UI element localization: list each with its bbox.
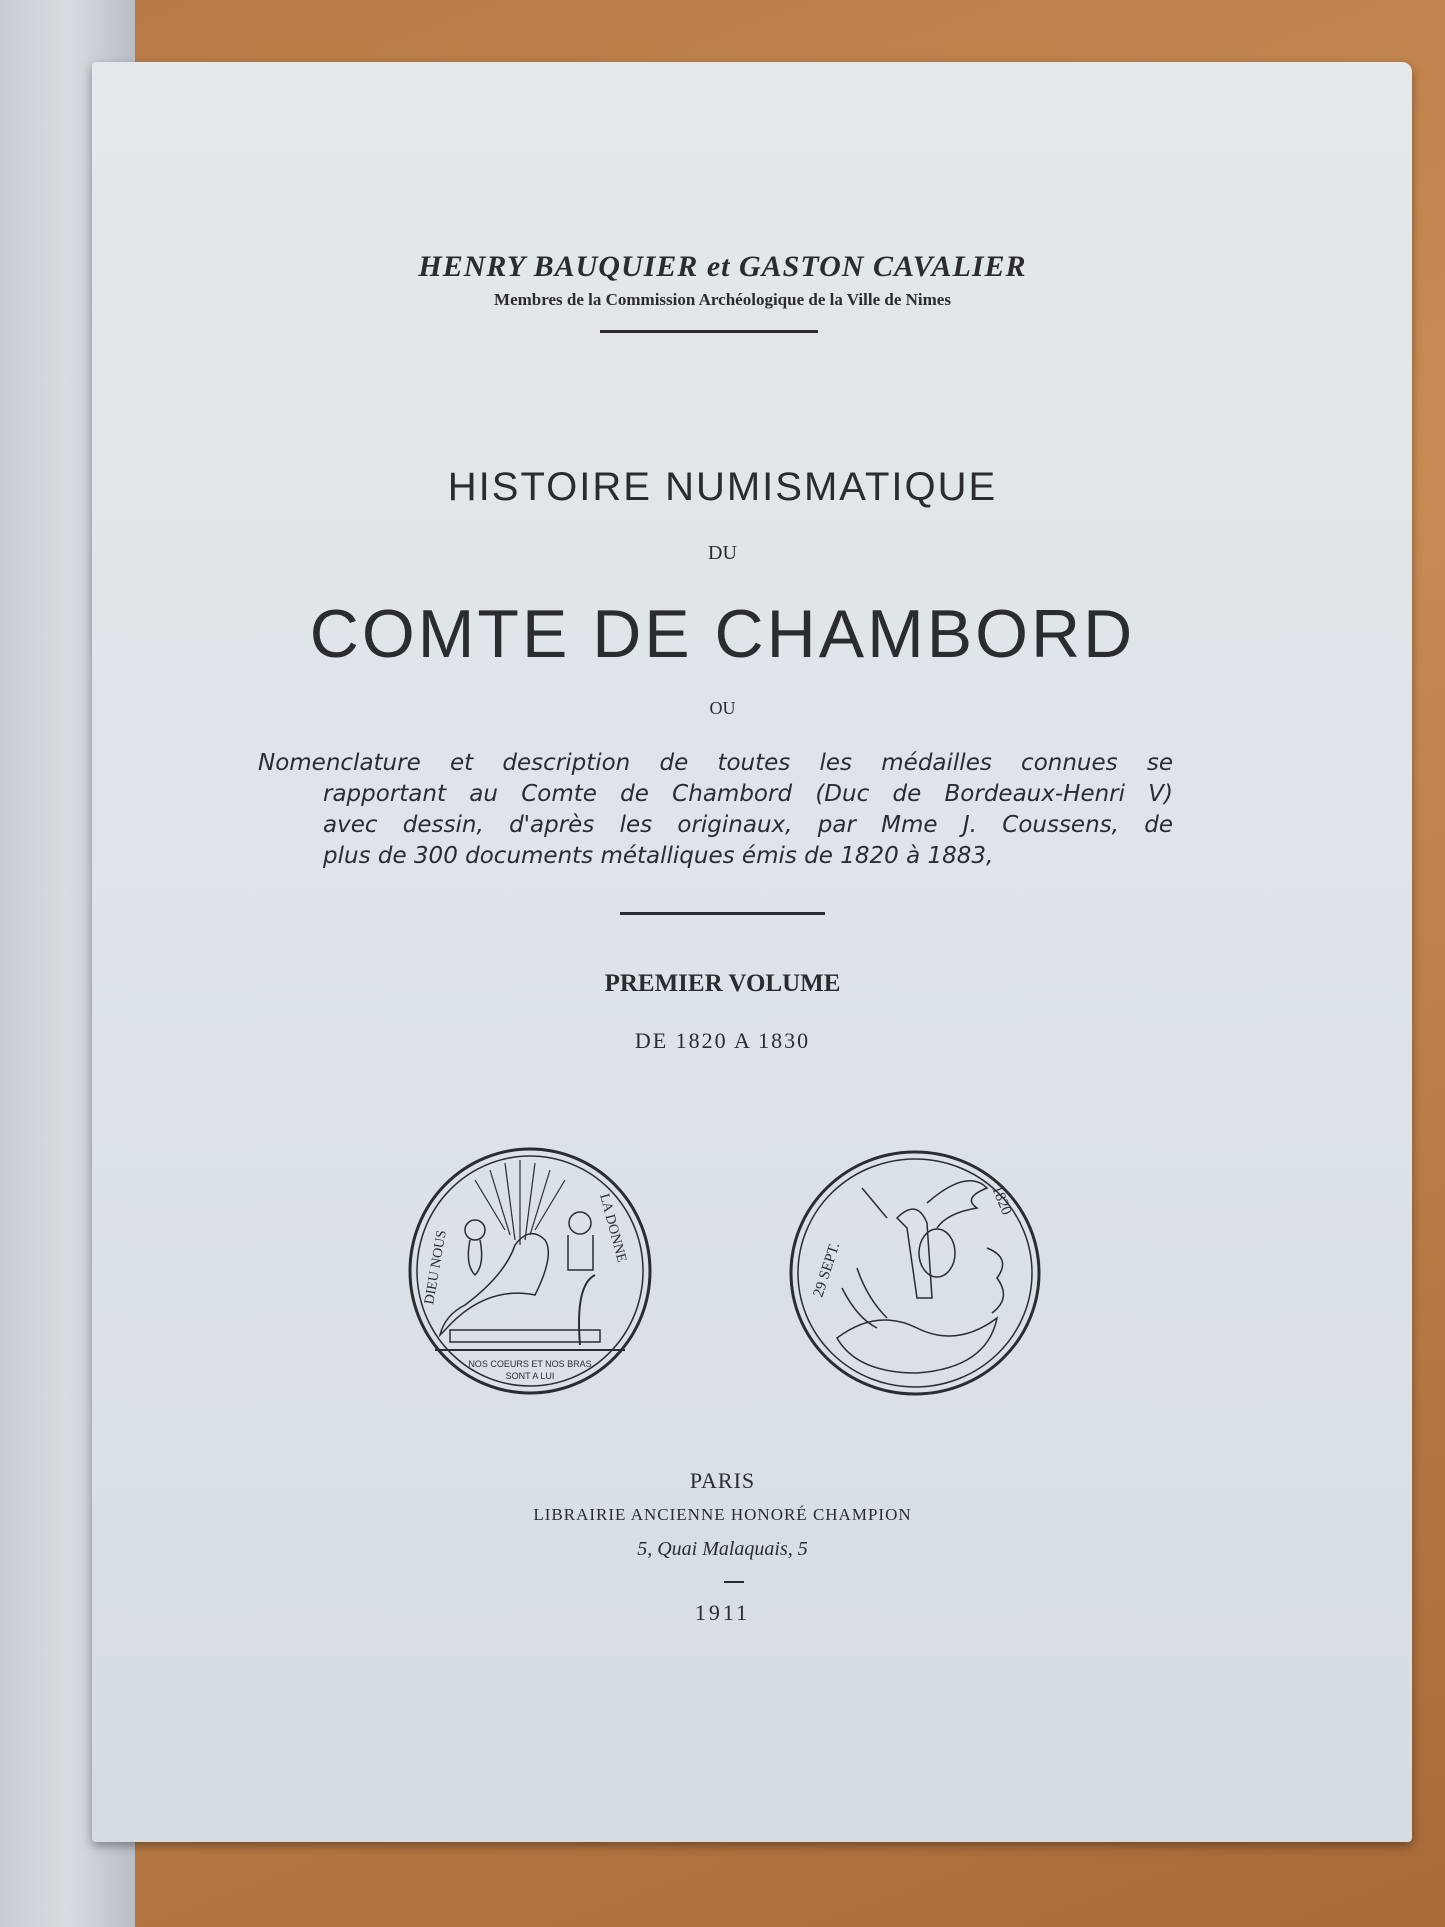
imprint-address: 5, Quai Malaquais, 5 [637, 1538, 808, 1560]
medal-left-exergue-1: NOS COEURS ET NOS BRAS [468, 1359, 592, 1369]
medal-right-inscription-left: 29 SEPT. [810, 1240, 844, 1300]
description-line: rapportant au Comte de Chambord (Duc de Bordeaux-Henri V) [323, 781, 1173, 807]
subtitle-description [258, 748, 1173, 872]
medal-right-illustration [787, 1148, 1043, 1398]
medal-right-inscription-right: 1820 [988, 1183, 1015, 1218]
imprint-city: PARIS [689, 1468, 756, 1493]
imprint-dash [724, 1581, 744, 1583]
description-line: plus de 300 documents métalliques émis de 1820 à 1883, [323, 843, 994, 869]
imprint-year: 1911 [694, 1600, 751, 1625]
imprint-publisher: LIBRAIRIE ANCIENNE HONORÉ CHAMPION [533, 1505, 912, 1524]
medal-left-inscription-left: DIEU NOUS [422, 1229, 450, 1306]
medal-left-exergue-2: SONT A LUI [505, 1371, 555, 1381]
author-membership: Membres de la Commission Archéologique de la Ville de Nimes [494, 290, 951, 309]
title-du: DU [708, 542, 737, 564]
medal-left-illustration [405, 1145, 655, 1397]
title-page [92, 62, 1412, 1842]
title-ou: OU [709, 698, 736, 718]
divider-middle [620, 912, 825, 915]
description-line: avec dessin, d'après les originaux, par Mme J. Coussens, de [323, 812, 1173, 838]
title-line-1: HISTOIRE NUMISMATIQUE [447, 465, 998, 509]
description-line: Nomenclature et description de toutes les médailles connues se [258, 750, 1173, 776]
medal-left-inscription-right: LA DONNE [596, 1192, 629, 1265]
authors: HENRY BAUQUIER et GASTON CAVALIER [418, 250, 1027, 283]
volume-years: DE 1820 A 1830 [634, 1028, 811, 1053]
divider-top [600, 330, 818, 333]
title-main: COMTE DE CHAMBORD [309, 596, 1136, 672]
volume-label: PREMIER VOLUME [604, 970, 841, 997]
